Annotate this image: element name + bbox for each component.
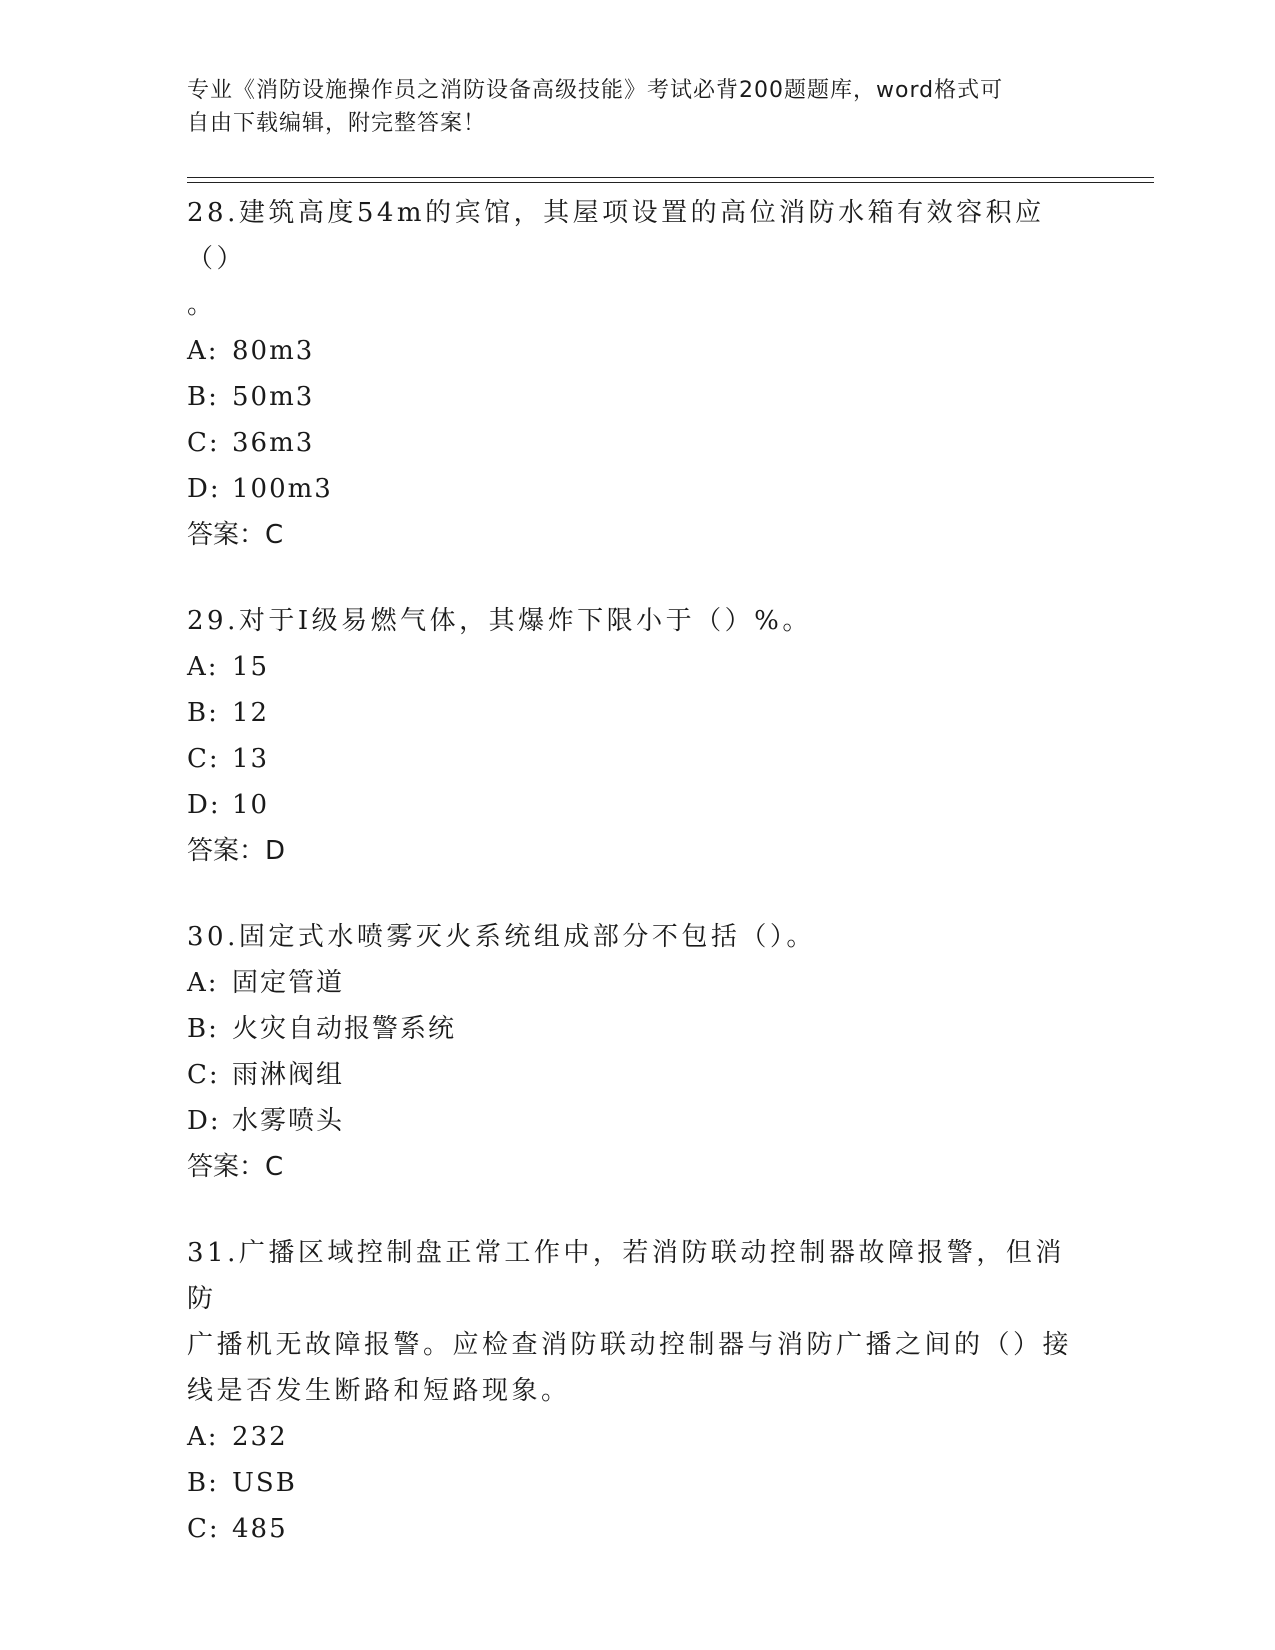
question-list xyxy=(187,190,1087,1592)
question-stem: 30.固定式水喷雾灭火系统组成部分不包括（）。 xyxy=(187,922,816,952)
option-letter: A: xyxy=(187,968,219,998)
option-letter: C: xyxy=(187,428,220,458)
option-c xyxy=(187,1506,1087,1552)
option-letter: C: xyxy=(187,744,220,774)
header-divider-bottom xyxy=(187,182,1154,183)
option-text: 火灾自动报警系统 xyxy=(232,1014,457,1044)
option-text: 485 xyxy=(232,1514,288,1544)
question-stem-line-2: 广播机无故障报警。应检查消防联动控制器与消防广播之间的（）接 xyxy=(187,1330,1073,1360)
option-a xyxy=(187,644,1087,690)
option-text: 13 xyxy=(232,744,270,774)
question-30 xyxy=(187,914,1087,1190)
header-line-2: 自由下载编辑，附完整答案！ xyxy=(187,111,487,136)
document-header xyxy=(187,74,1067,140)
option-a xyxy=(187,1414,1087,1460)
option-text: USB xyxy=(232,1468,297,1498)
option-letter: B: xyxy=(187,382,219,412)
option-letter: C: xyxy=(187,1060,220,1090)
option-letter: A: xyxy=(187,1422,219,1452)
answer-line: 答案：C xyxy=(187,520,284,550)
question-stem: 31.广播区域控制盘正常工作中，若消防联动控制器故障报警，但消防 xyxy=(187,1238,1065,1314)
question-29 xyxy=(187,598,1087,874)
option-text: 36m3 xyxy=(232,428,315,458)
option-a xyxy=(187,328,1087,374)
option-c xyxy=(187,420,1087,466)
option-text: 雨淋阀组 xyxy=(232,1060,345,1090)
option-letter: B: xyxy=(187,1014,219,1044)
option-letter: D: xyxy=(187,1106,221,1136)
option-b xyxy=(187,1460,1087,1506)
question-stem-continuation: 。 xyxy=(187,290,217,320)
question-stem: 29.对于Ⅰ级易燃气体，其爆炸下限小于（）%。 xyxy=(187,606,812,636)
option-text: 100m3 xyxy=(232,474,333,504)
option-text: 232 xyxy=(232,1422,288,1452)
option-letter: B: xyxy=(187,698,219,728)
option-text: 50m3 xyxy=(232,382,315,412)
question-stem-line-3: 线是否发生断路和短路现象。 xyxy=(187,1376,571,1406)
option-d xyxy=(187,466,1087,512)
option-letter: D: xyxy=(187,790,221,820)
option-c xyxy=(187,1052,1087,1098)
option-text: 12 xyxy=(232,698,270,728)
option-b xyxy=(187,690,1087,736)
answer-line: 答案：C xyxy=(187,1152,284,1182)
option-letter: A: xyxy=(187,336,219,366)
option-d xyxy=(187,782,1087,828)
option-text: 固定管道 xyxy=(232,968,345,998)
question-31 xyxy=(187,1230,1087,1552)
option-text: 80m3 xyxy=(232,336,315,366)
option-a xyxy=(187,960,1087,1006)
header-line-1: 专业《消防设施操作员之消防设备高级技能》考试必背200题题库，word格式可 xyxy=(187,78,1004,103)
option-b xyxy=(187,374,1087,420)
option-text: 水雾喷头 xyxy=(232,1106,345,1136)
option-text: 15 xyxy=(232,652,270,682)
header-divider-top xyxy=(187,177,1154,178)
option-letter: A: xyxy=(187,652,219,682)
option-letter: B: xyxy=(187,1468,219,1498)
option-letter: D: xyxy=(187,474,221,504)
option-letter: C: xyxy=(187,1514,220,1544)
question-28 xyxy=(187,190,1087,558)
option-text: 10 xyxy=(232,790,270,820)
option-c xyxy=(187,736,1087,782)
option-d xyxy=(187,1098,1087,1144)
answer-line: 答案：D xyxy=(187,836,286,866)
option-b xyxy=(187,1006,1087,1052)
question-stem: 28.建筑高度54m的宾馆，其屋项设置的高位消防水箱有效容积应（） xyxy=(187,198,1045,274)
